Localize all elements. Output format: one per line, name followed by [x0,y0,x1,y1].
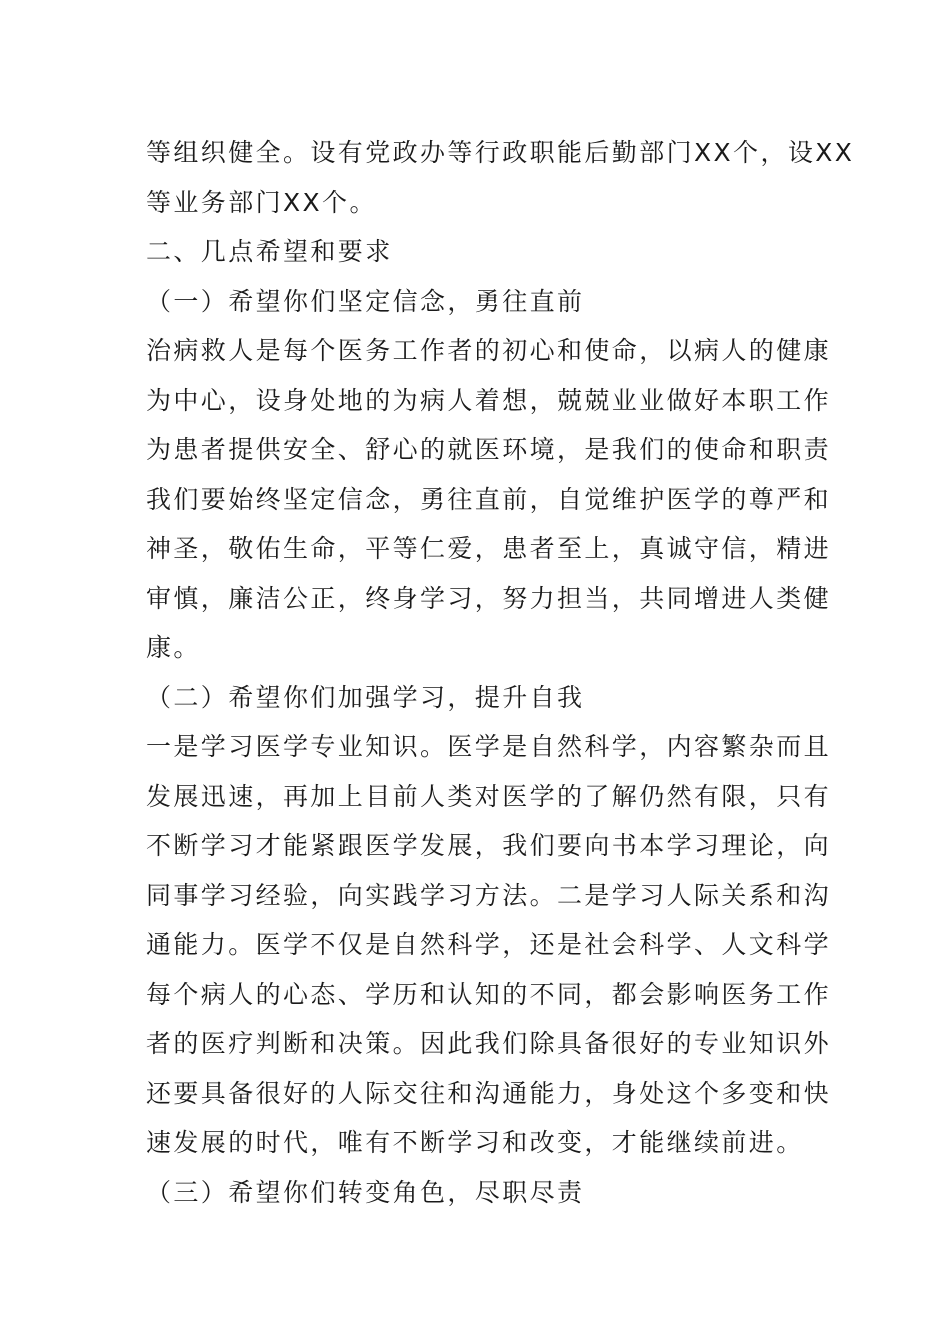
subsection-heading: （三）希望你们转变角色，尽职尽责 [146,1177,585,1207]
body-text-line: 还要具备很好的人际交往和沟通能力，身处这个多变和快 [146,1078,832,1108]
body-text-line: 我们要始终坚定信念，勇往直前，自觉维护医学的尊严和 [146,484,832,514]
body-text-line: 者的医疗判断和决策。因此我们除具备很好的专业知识外 [146,1029,832,1058]
body-text-line: 等业务部门XX个。 [146,187,377,217]
body-text-line: 康。 [146,633,201,662]
body-text-line: 同事学习经验，向实践学习方法。二是学习人际关系和沟 [146,880,832,910]
document-body [146,128,855,1217]
body-text-line: 通能力。医学不仅是自然科学，还是社会科学、人文科学 [146,930,832,959]
body-text-line: 审慎，廉洁公正，终身学习，努力担当，共同增进人类健 [146,583,832,613]
body-text-line: 一是学习医学专业知识。医学是自然科学，内容繁杂而且 [146,732,832,761]
body-text-line: 每个病人的心态、学历和认知的不同，都会影响医务工作 [146,979,832,1009]
body-text-line: 速发展的时代，唯有不断学习和改变，才能继续前进。 [146,1128,804,1157]
body-text-line: 不断学习才能紧跟医学发展，我们要向书本学习理论，向 [146,831,832,860]
body-text-line: 神圣，敬佑生命，平等仁爱，患者至上，真诚守信，精进 [146,534,832,563]
body-text-line: 为患者提供安全、舒心的就医环境，是我们的使命和职责 [146,435,832,464]
subsection-heading: （一）希望你们坚定信念，勇往直前 [146,286,585,316]
section-heading: 二、几点希望和要求 [146,237,393,266]
body-text-line: 等组织健全。设有党政办等行政职能后勤部门XX个，设XX [146,138,855,167]
body-text-line: 治病救人是每个医务工作者的初心和使命，以病人的健康 [146,336,832,365]
body-text-line: 为中心，设身处地的为病人着想，兢兢业业做好本职工作 [146,385,832,415]
body-text-line: 发展迅速，再加上目前人类对医学的了解仍然有限，只有 [146,781,832,811]
subsection-heading: （二）希望你们加强学习，提升自我 [146,682,585,712]
